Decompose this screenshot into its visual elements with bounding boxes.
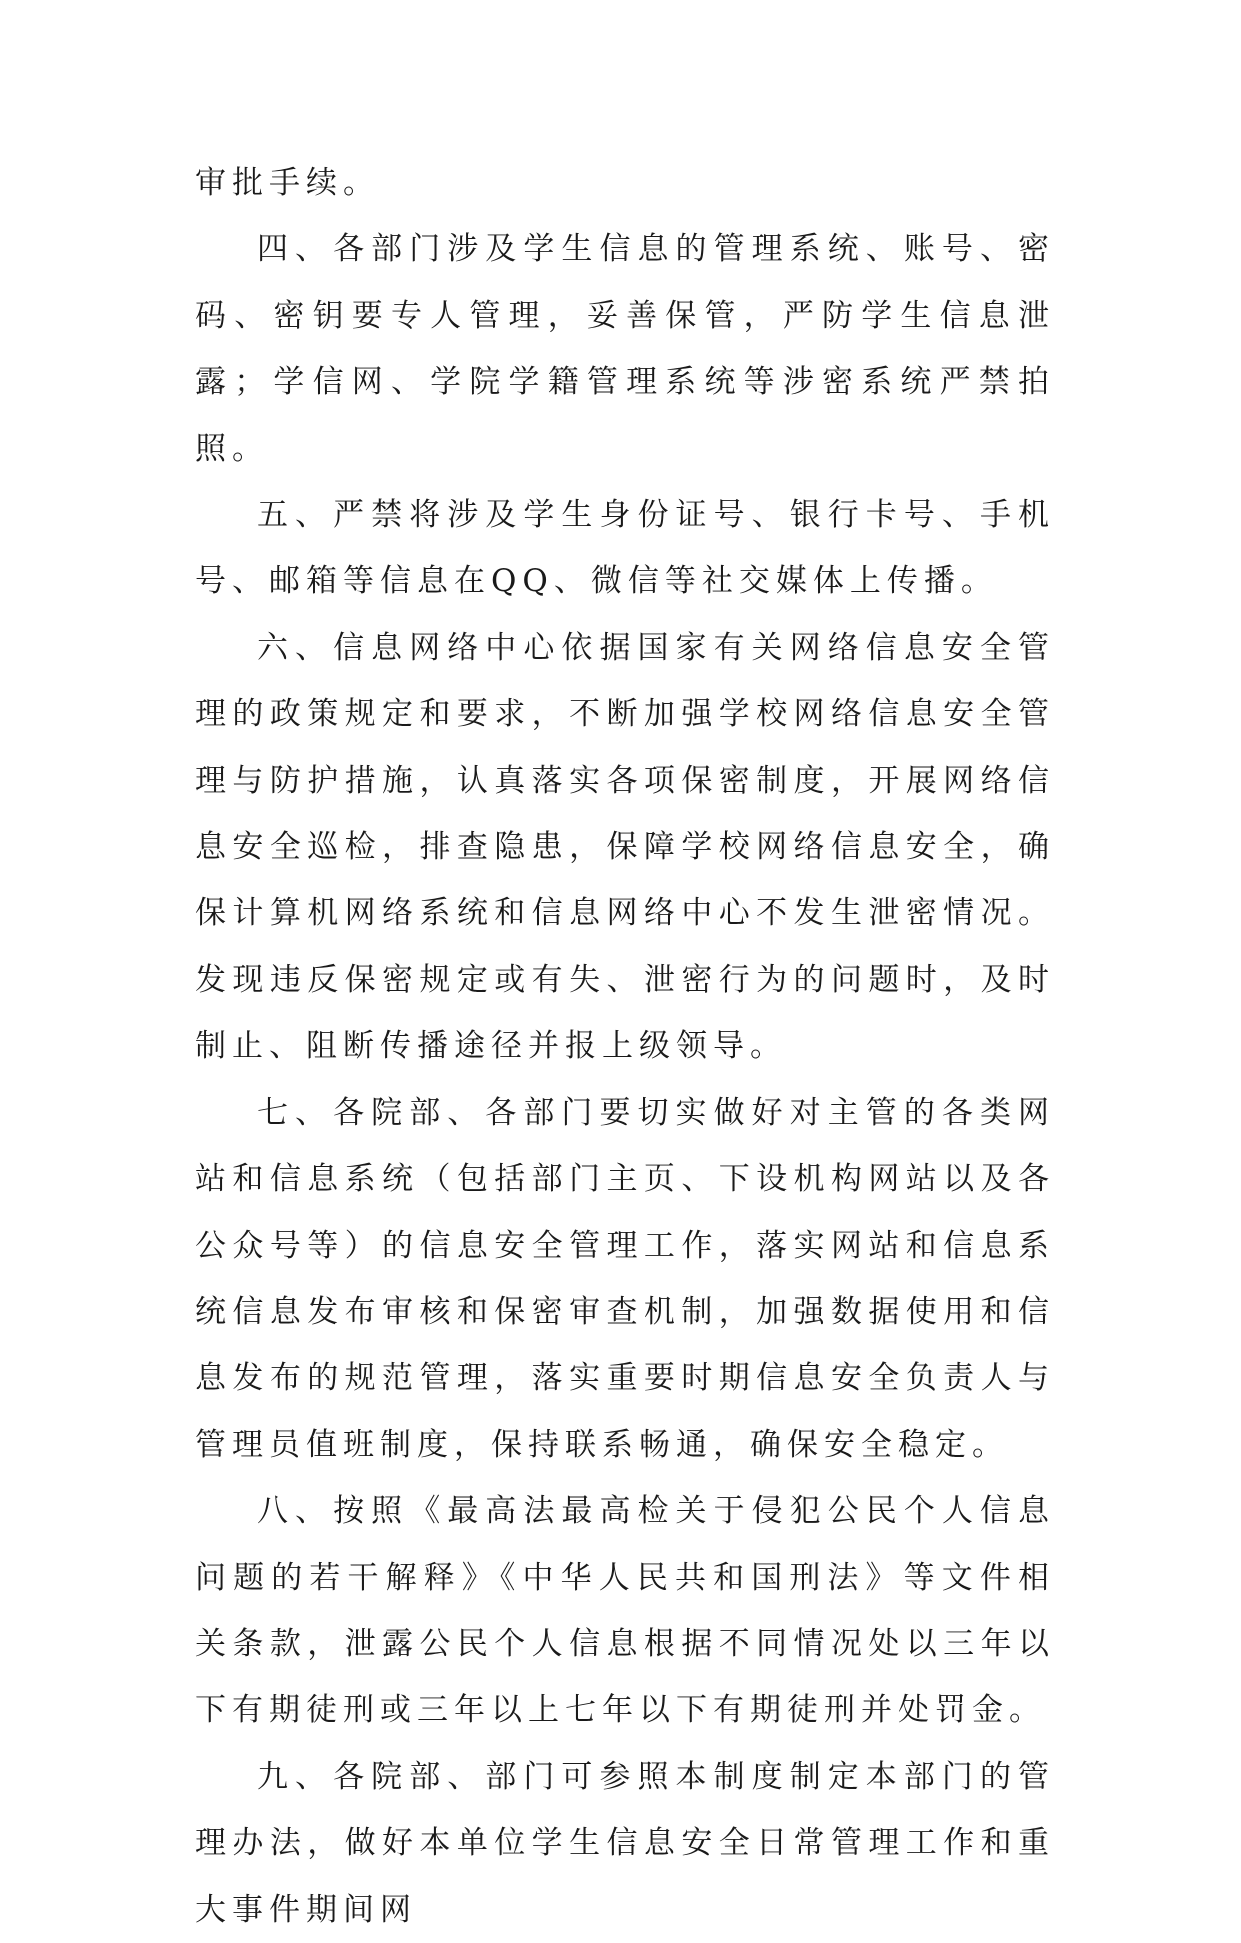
paragraph-item-4: 四、各部门涉及学生信息的管理系统、账号、密码、密钥要专人管理，妥善保管，严防学生信息泄露；学信网、学院学籍管理系统等涉密系统严禁拍照。 [195,231,1055,467]
paragraph-item-7: 七、各院部、各部门要切实做好对主管的各类网站和信息系统（包括部门主页、下设机构网站以及各公众号等）的信息安全管理工作，落实网站和信息系统信息发布审核和保密审查机制，加强数据使用和信息发布的规范管理，落实重要时期信息安全负责人与管理员值班制度，保持联系畅通，确保安全稳定。 [195,1094,1055,1463]
document-body [195,150,1055,1943]
paragraph-item-9: 九、各院部、部门可参照本制度制定本部门的管理办法，做好本单位学生信息安全日常管理工作和重大事件期间网 [195,1758,1055,1928]
paragraph-continuation: 审批手续。 [195,165,380,201]
paragraph-item-6: 六、信息网络中心依据国家有关网络信息安全管理的政策规定和要求，不断加强学校网络信息安全管理与防护措施，认真落实各项保密制度，开展网络信息安全巡检，排查隐患，保障学校网络信息安全，确保计算机网络系统和信息网络中心不发生泄密情况。发现违反保密规定或有失、泄密行为的问题时，及时制止、阻断传播途径并报上级领导。 [195,629,1055,1065]
paragraph-item-5: 五、严禁将涉及学生身份证号、银行卡号、手机号、邮箱等信息在QQ、微信等社交媒体上传播。 [195,497,1055,600]
paragraph-item-8: 八、按照《最高法最高检关于侵犯公民个人信息问题的若干解释》《中华人民共和国刑法》等文件相关条款，泄露公民个人信息根据不同情况处以三年以下有期徒刑或三年以上七年以下有期徒刑并处罚金。 [195,1493,1055,1729]
